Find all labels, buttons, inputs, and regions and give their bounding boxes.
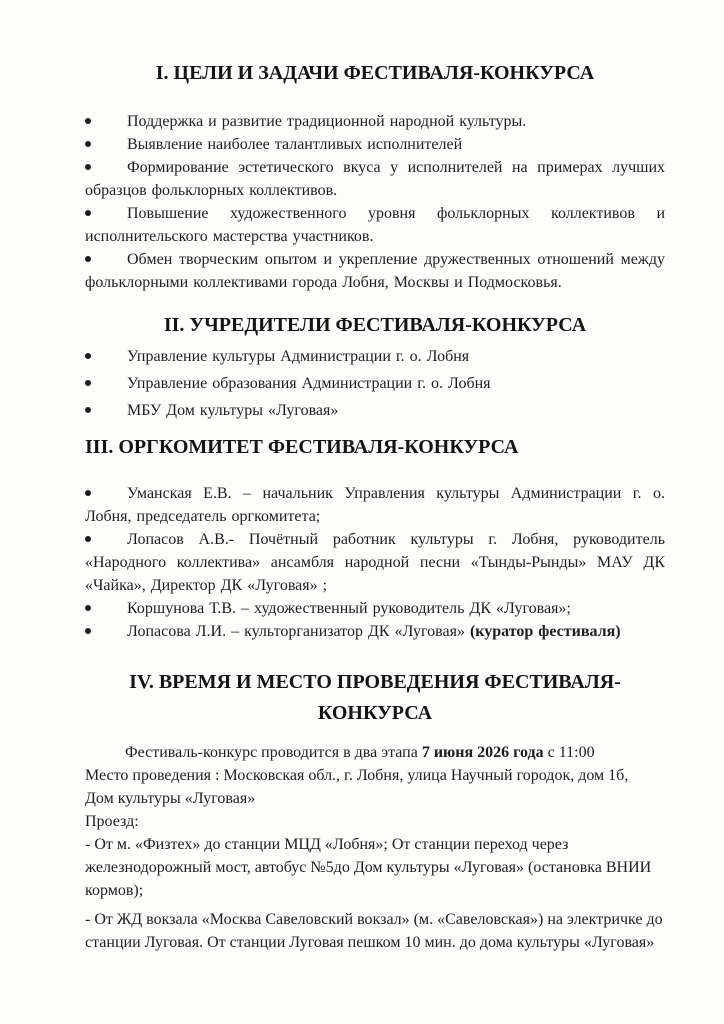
list-item [85, 248, 665, 294]
bullet-icon [85, 536, 91, 542]
paragraph: Место проведения : Московская обл., г. Лобня, улица Научный городок, дом 1б, [85, 767, 629, 784]
section-2-list [85, 345, 665, 422]
list-item [85, 482, 665, 528]
section-2-title: II. УЧРЕДИТЕЛИ ФЕСТИВАЛЯ-КОНКУРСА [163, 314, 587, 336]
bullet-icon [85, 164, 91, 170]
bullet-icon [85, 118, 91, 124]
paragraph: - От м. «Физтех» до станции МЦД «Лобня»; От станции переход через железнодорожный мост, автобус №5до Дом культуры «Луговая» (остановка ВНИИ кормов); [85, 836, 652, 899]
list-item [85, 156, 665, 202]
list-item [85, 372, 665, 395]
section-3-list [85, 482, 665, 643]
bullet-icon [85, 605, 91, 611]
bullet-text: Коршунова Т.В. – художественный руководитель ДК «Луговая»; [127, 600, 571, 617]
list-item [85, 597, 665, 620]
paragraph: Фестиваль-конкурс проводится в два этапа 7 июня 2026 года с 11:00 [125, 744, 595, 761]
bullet-text: МБУ Дом культуры «Луговая» [127, 402, 339, 419]
bullet-text: Поддержка и развитие традиционной народной культуры. [127, 113, 527, 130]
section-4-title: IV. ВРЕМЯ И МЕСТО ПРОВЕДЕНИЯ ФЕСТИВАЛЯ-КОНКУРСА [129, 671, 621, 724]
bullet-icon [85, 210, 91, 216]
bullet-text: Повышение художественного уровня фольклорных коллективов и исполнительского мастерства участников. [85, 205, 665, 245]
bullet-icon [85, 380, 91, 386]
bullet-icon [85, 628, 91, 634]
list-item [85, 528, 665, 597]
section-1-list [85, 110, 665, 294]
paragraph: - От ЖД вокзала «Москва Савеловский вокзал» (м. «Савеловская») на электричке до станции Луговая. От станции Луговая пешком 10 мин. до дома культуры «Луговая» [85, 911, 663, 951]
bullet-icon [85, 141, 91, 147]
section-4-body [85, 741, 665, 954]
bullet-icon [85, 256, 91, 262]
list-item [85, 620, 665, 643]
paragraph: Дом культуры «Луговая» [85, 790, 256, 807]
bullet-text: Обмен творческим опытом и укрепление дружественных отношений между фольклорными коллективами города Лобня, Москвы и Подмосковья. [85, 251, 665, 291]
list-item [85, 399, 665, 422]
bullet-text: Управление образования Администрации г. о. Лобня [127, 375, 491, 392]
bullet-text: Выявление наиболее талантливых исполнителей [127, 136, 463, 153]
bullet-text: Управление культуры Администрации г. о. Лобня [127, 348, 470, 365]
section-1-title: I. ЦЕЛИ И ЗАДАЧИ ФЕСТИВАЛЯ-КОНКУРСА [155, 62, 595, 84]
bullet-icon [85, 407, 91, 413]
bullet-text: Лопасова Л.И. – культорганизатор ДК «Луговая» (куратор фестиваля) [127, 623, 621, 640]
bullet-text: Уманская Е.В. – начальник Управления культуры Администрации г. о. Лобня, председатель оргкомитета; [85, 485, 665, 525]
bullet-text: Формирование эстетического вкуса у исполнителей на примерах лучших образцов фольклорных коллективов. [85, 159, 665, 199]
list-item [85, 345, 665, 368]
bullet-text: Лопасов А.В.- Почётный работник культуры г. Лобня, руководитель «Народного коллектива» ансамбля народной песни «Тынды-Рынды» МАУ ДК «Чайка», Директор ДК «Луговая» ; [85, 531, 665, 594]
section-3-title: III. ОРГКОМИТЕТ ФЕСТИВАЛЯ-КОНКУРСА [85, 436, 519, 458]
bullet-icon [85, 490, 91, 496]
paragraph: Проезд: [85, 813, 139, 830]
list-item [85, 133, 665, 156]
bullet-icon [85, 353, 91, 359]
list-item [85, 202, 665, 248]
list-item [85, 110, 665, 133]
